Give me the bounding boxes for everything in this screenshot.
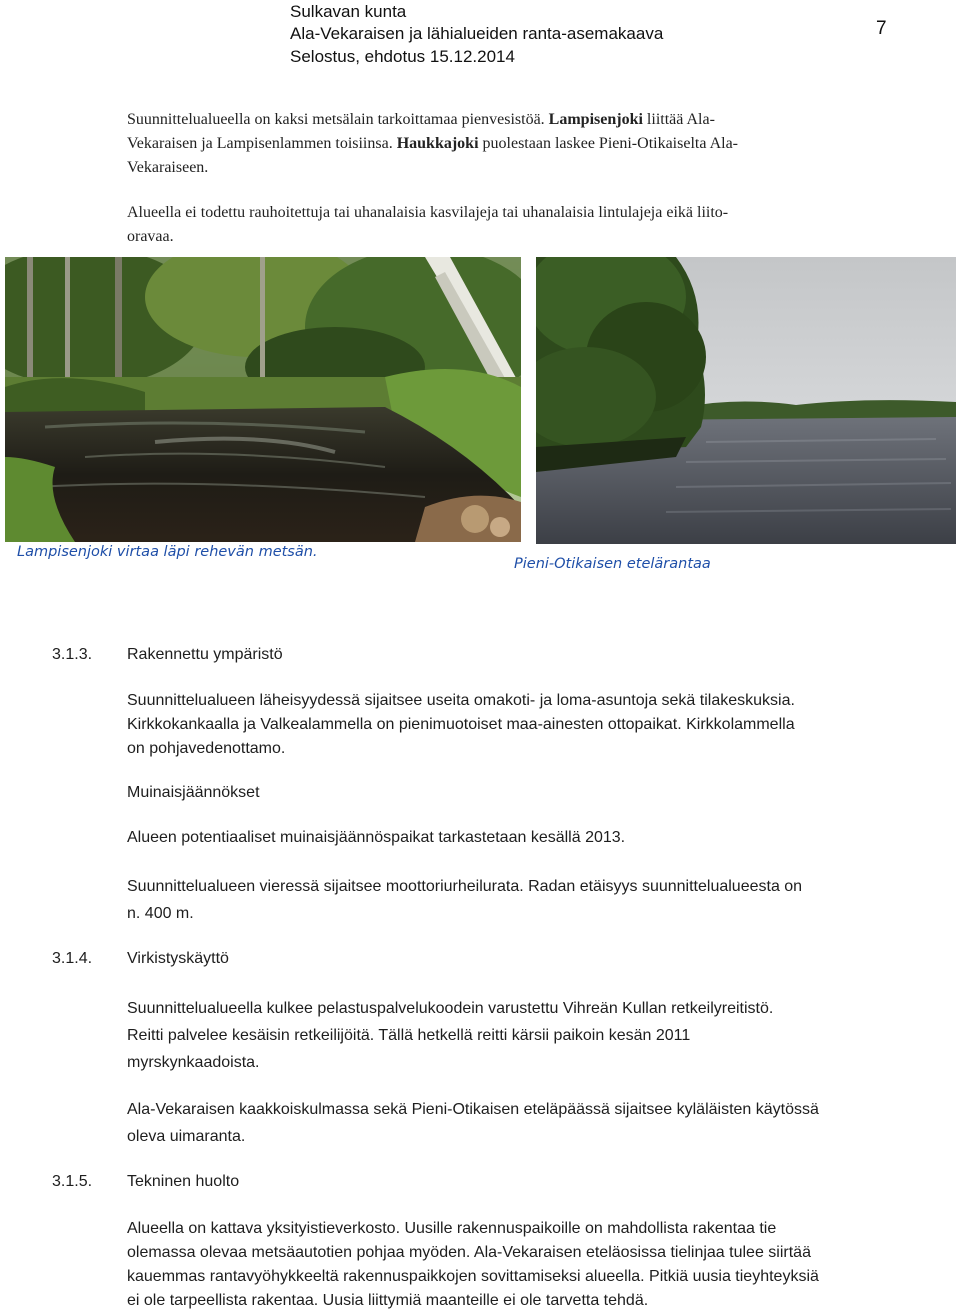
- section-313-paragraph-3: Suunnittelualueen vieressä sijaitsee moottoriurheilurata. Radan etäisyys suunnittelualueesta on n. 400 m.: [127, 878, 803, 922]
- header-document-status: Selostus, ehdotus 15.12.2014: [290, 47, 515, 66]
- muinaisjaannokset-subheading: Muinaisjäännökset: [127, 784, 260, 801]
- section-314-paragraph-1: Suunnittelualueella kulkee pelastuspalvelukoodein varustettu Vihreän Kullan retkeilyreitistö. Reitti palvelee kesäisin retkeilijöitä. Tällä hetkellä reitti kärsii paikoin kesän 2011 myrskynkaadoista.: [127, 1000, 774, 1071]
- header-plan-title: Ala-Vekaraisen ja lähialueiden ranta-asemakaava: [290, 24, 664, 43]
- haukkajoki-term: Haukkajoki: [396, 135, 479, 152]
- section-313-number: 3.1.3.: [52, 646, 93, 663]
- lampisenjoki-term: Lampisenjoki: [548, 111, 643, 128]
- pieni-otikainen-photo: [536, 257, 956, 544]
- intro-paragraph-2: Alueella ei todettu rauhoitettuja tai uhanalaisia kasvilajeja tai uhanalaisia lintulajeja eikä liito- oravaa.: [127, 204, 729, 245]
- left-photo-caption: Lampisenjoki virtaa läpi rehevän metsän.: [17, 544, 318, 560]
- section-313-paragraph-2: Alueen potentiaaliset muinaisjäännöspaikat tarkastetaan kesällä 2013.: [127, 829, 626, 846]
- page-number: 7: [876, 18, 887, 39]
- section-315-paragraph-1: Alueella on kattava yksityistieverkosto. Uusille rakennuspaikoille on mahdollista rakentaa tie olemassa olevaa metsäautotien pohjaa myöden. Ala-Vekaraisen eteläosissa tielinjaa tulee siirtää kauemmas rantavyöhykkeeltä rakennuspaikkojen sovittamiseksi alueella. Pitkiä uusia tieyhteyksiä ei ole tarpeellista rakentaa. Uusia liittymiä maanteille ei ole tarvetta tehdä.: [127, 1220, 819, 1309]
- right-photo-caption: Pieni-Otikaisen etelärantaa: [514, 556, 711, 572]
- lampisenjoki-photo: [5, 257, 521, 542]
- section-313-paragraph-1: Suunnittelualueen läheisyydessä sijaitsee useita omakoti- ja loma-asuntoja sekä tilakeskuksia. Kirkkokankaalla ja Valkealammella on pienimuotoiset maa-ainesten ottopaikat. Kirkkolammella on pohjavedenottamo.: [127, 692, 795, 757]
- section-314-paragraph-2: Ala-Vekaraisen kaakkoiskulmassa sekä Pieni-Otikaisen eteläpäässä sijaitsee kyläläisten käytössä oleva uimaranta.: [127, 1101, 819, 1145]
- intro-paragraph-1: Suunnittelualueella on kaksi metsälain tarkoittamaa pienvesistöä. Lampisenjoki liittää Ala- Vekaraisen ja Lampisenlammen toisiinsa. Haukkajoki puolestaan laskee Pieni-Otikaiselta Ala- Vekaraiseen.: [127, 111, 738, 176]
- section-315-title: Tekninen huolto: [127, 1173, 240, 1190]
- section-315-number: 3.1.5.: [52, 1173, 93, 1190]
- section-314-title: Virkistyskäyttö: [127, 950, 229, 967]
- section-314-number: 3.1.4.: [52, 950, 93, 967]
- section-313-title: Rakennettu ympäristö: [127, 646, 283, 663]
- header-municipality: Sulkavan kunta: [290, 2, 407, 21]
